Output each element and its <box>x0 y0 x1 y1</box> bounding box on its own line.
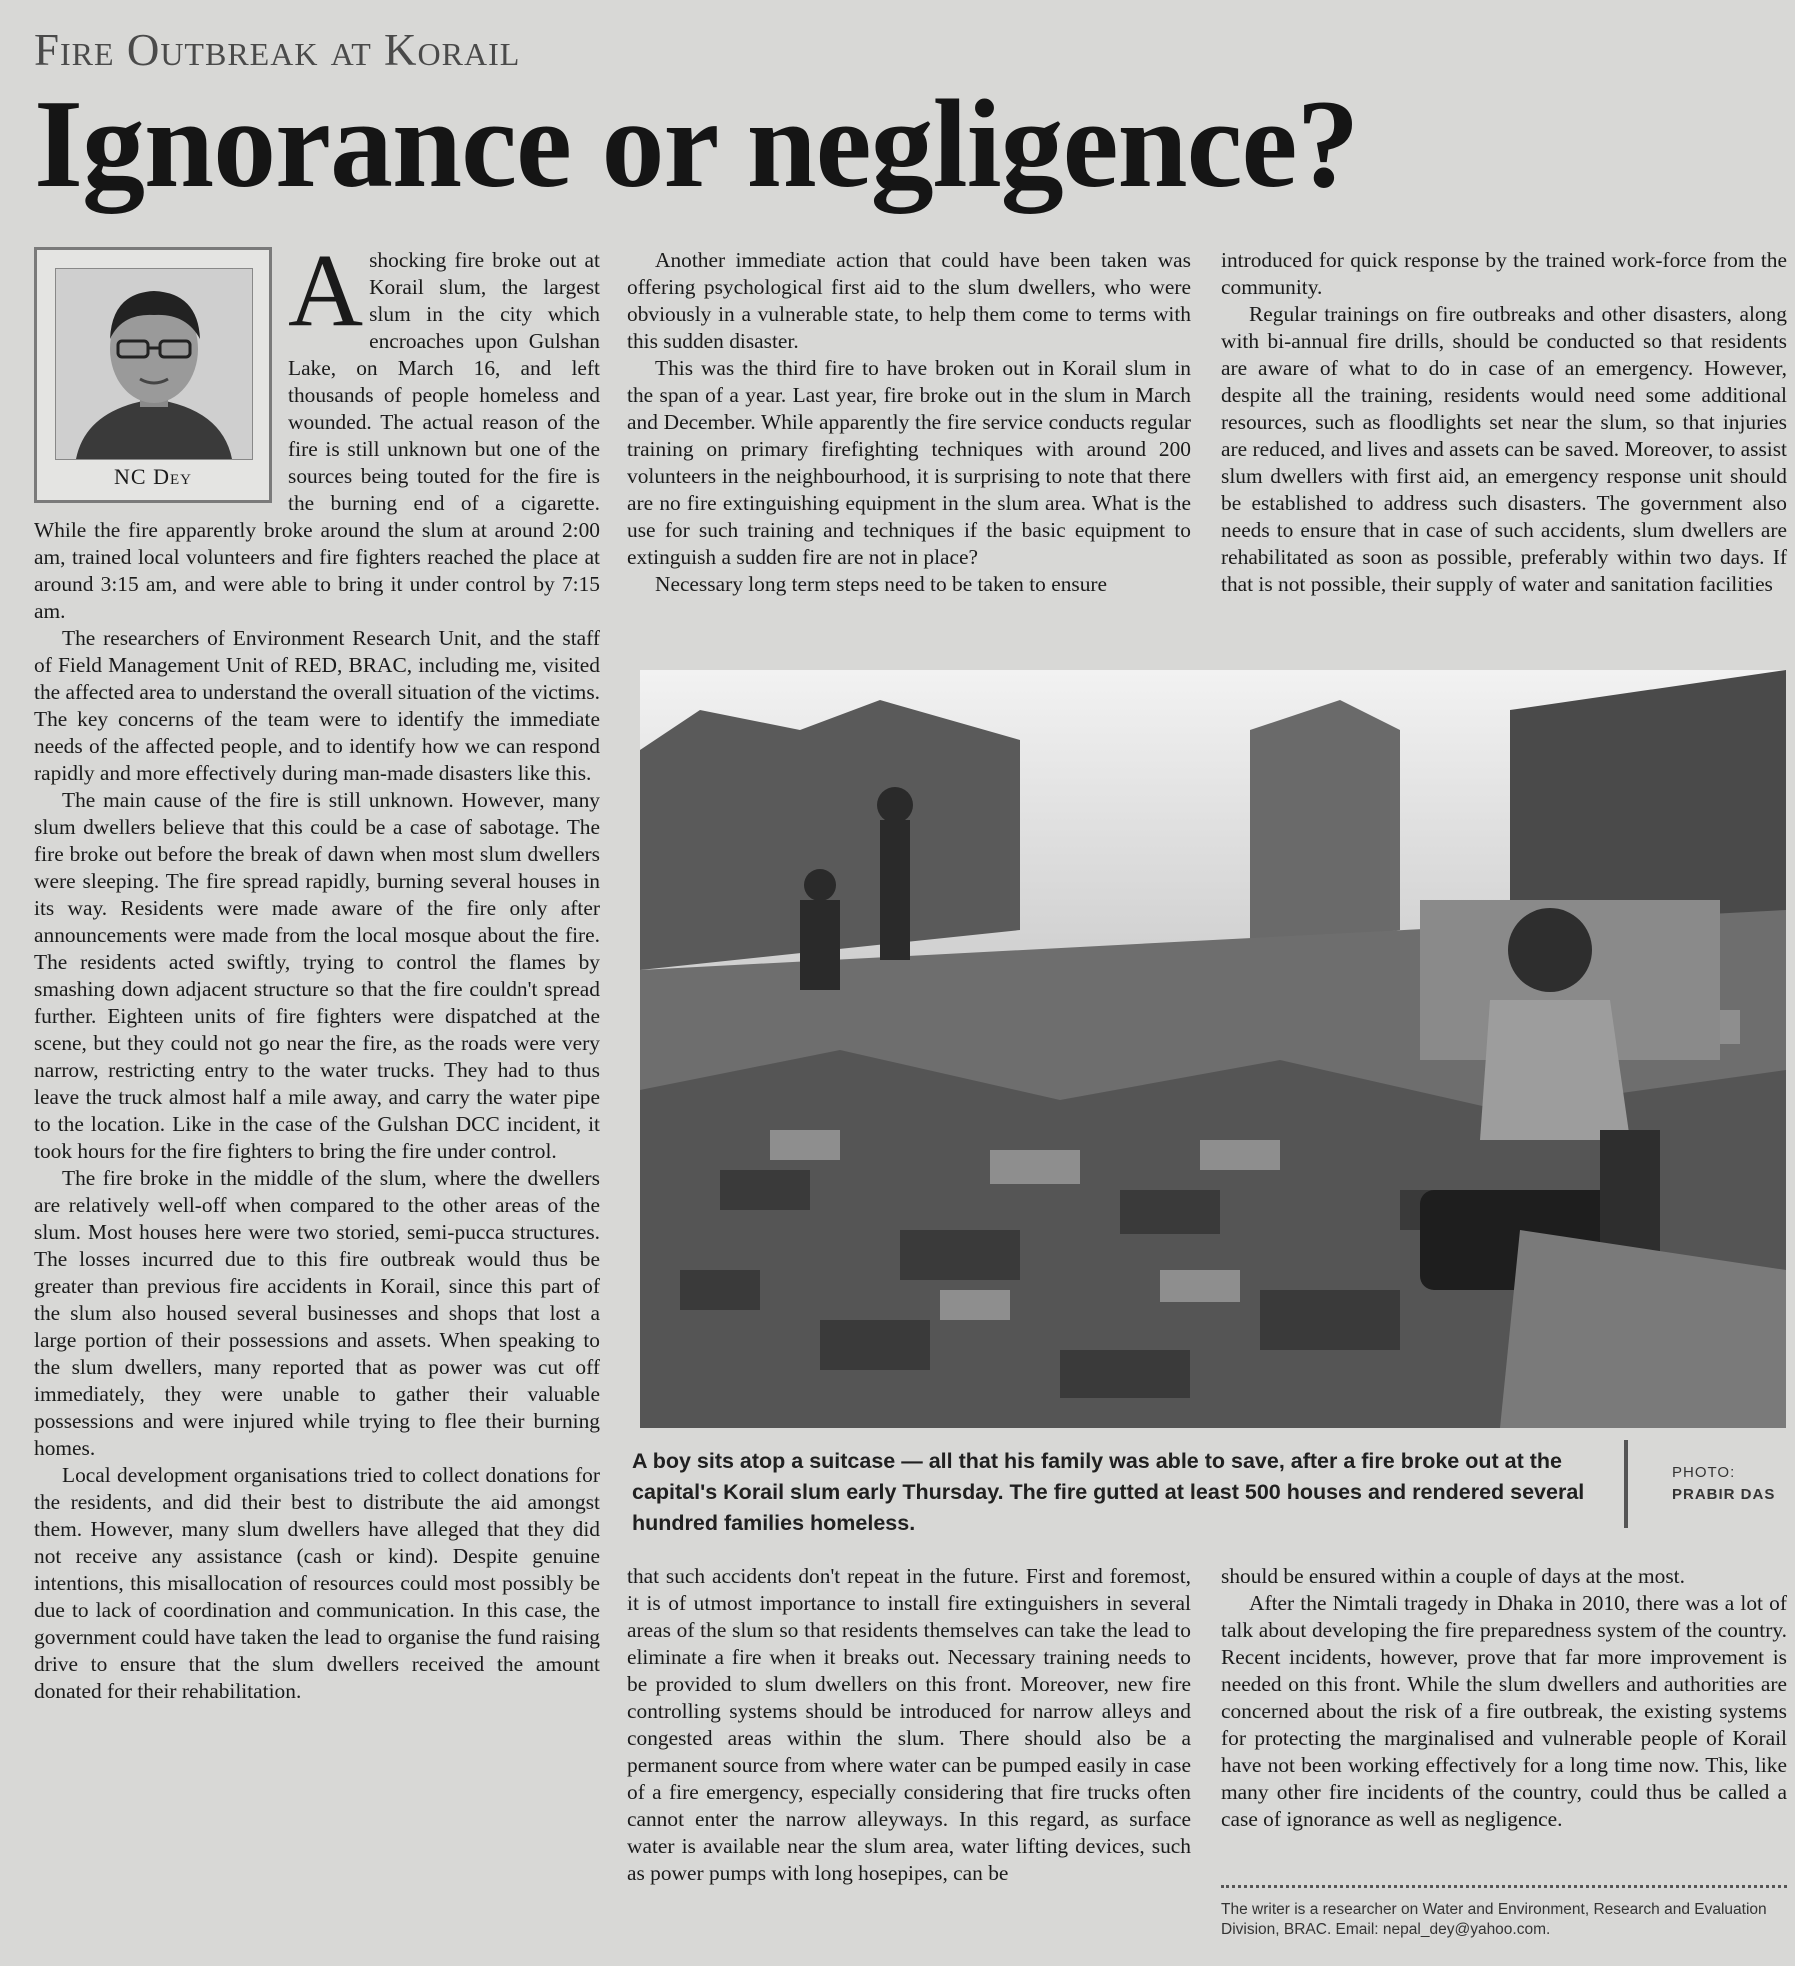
article-column-2-bottom <box>627 1563 1191 1887</box>
article-column-2-top <box>627 247 1191 598</box>
paragraph: introduced for quick response by the trained work-force from the community. <box>1221 248 1787 299</box>
paragraph: should be ensured within a couple of days at the most. <box>1221 1564 1685 1588</box>
author-photo <box>55 268 253 460</box>
article-column-1 <box>34 233 600 1705</box>
footnote-divider <box>1221 1885 1787 1888</box>
paragraph: shocking fire broke out at Korail slum, the largest slum in the city which encroaches upon Gulshan Lake, on March 16, and left thousands of people homeless and wounded. The actual reason of the fire is still unknown but one of the sources being touted for the fire is the burning end of a cigarette. While the fire apparently broke around the slum at around 2:00 am, trained local volunteers and fire fighters reached the place at around 3:15 am, and were able to bring it under control by 7:15 am. <box>34 248 600 623</box>
photo-credit-label: PHOTO: <box>1672 1464 1736 1481</box>
paragraph: The fire broke in the middle of the slum, where the dwellers are relatively well-off when compared to the other areas of the slum. Most houses here were two storied, semi-pucca structures. The losses incurred due to this fire outbreak would thus be greater than previous fire accidents in Korail, since this part of the slum also housed several businesses and shops that lost a large portion of their possessions and assets. When speaking to the slum dwellers, many reported that as power was cut off immediately, they were unable to gather their valuable possessions and were injured while trying to flee their burning homes. <box>34 1166 600 1460</box>
drop-cap: A <box>288 233 364 348</box>
paragraph: After the Nimtali tragedy in Dhaka in 2010, there was a lot of talk about developing the fire preparedness system of the country. Recent incidents, however, prove that far more improvement is needed on this front. While the slum dwellers and authorities are concerned about the risk of a fire outbreak, the existing systems for protecting the marginalised and vulnerable people of Korail have not been working effectively for a long time now. This, like many other fire incidents of the country, could thus be called a case of ignorance as well as negligence. <box>1221 1591 1787 1831</box>
paragraph: This was the third fire to have broken out in Korail slum in the span of a year. Last year, fire broke out in the slum in March and December. While apparently the fire service conducts regular training on primary firefighting techniques with around 200 volunteers in the neighbourhood, it is surprising to note that there are no fire extinguishing equipment in the slum area. What is the use for such training and techniques if the basic equipment to extinguish a sudden fire are not in place? <box>627 356 1191 569</box>
article-column-3-bottom <box>1221 1563 1787 1833</box>
author-footnote: The writer is a researcher on Water and Environment, Research and Evaluation Division, BRAC. Email: nepal_dey@yahoo.com. <box>1221 1901 1767 1938</box>
photo-caption: A boy sits atop a suitcase — all that his family was able to save, after a fire broke out at the capital's Korail slum early Thursday. The fire gutted at least 500 houses and rendered several hundred families homeless. <box>632 1449 1585 1535</box>
photo-credit <box>1672 1462 1775 1506</box>
paragraph: Necessary long term steps need to be taken to ensure <box>655 572 1108 596</box>
headline: Ignorance or negligence? <box>34 75 1359 214</box>
photo-credit-name: PRABIR DAS <box>1672 1486 1776 1503</box>
paragraph: The researchers of Environment Research Unit, and the staff of Field Management Unit of RED, BRAC, including me, visited the affected area to understand the overall situation of the victims. The key concerns of the team were to identify the immediate needs of the affected people, and to identify how we can respond rapidly and more effectively during man-made disasters like this. <box>34 626 600 785</box>
fire-ruins-photo-icon <box>640 670 1786 1428</box>
article-column-3-top <box>1221 247 1787 598</box>
news-photo <box>640 670 1786 1428</box>
paragraph: Regular trainings on fire outbreaks and other disasters, along with bi-annual fire drills, should be conducted so that residents are aware of what to do in case of an emergency. However, despite all the training, residents would need some additional resources, such as floodlights set near the slum, so that injuries are reduced, and lives and assets can be saved. Moreover, to assist slum dwellers with first aid, an emergency response unit should be established to address such disasters. The government also needs to ensure that in case of such accidents, slum dwellers are rehabilitated as soon as possible, preferably within two days. If that is not possible, their supply of water and sanitation facilities <box>1221 302 1787 596</box>
paragraph: that such accidents don't repeat in the future. First and foremost, it is of utmost importance to install fire extinguishers in several areas of the slum so that residents themselves can take the lead to eliminate a fire when it breaks out. Necessary training needs to be provided to slum dwellers on this front. Moreover, new fire controlling systems should be introduced for narrow alleys and congested areas within the slum. There should also be a permanent source from where water can be pumped easily in case of a fire emergency, especially considering that fire trucks often cannot enter the narrow alleyways. In this regard, as surface water is available near the slum area, water lifting devices, such as power pumps with long hosepipes, can be <box>627 1564 1191 1885</box>
caption-divider <box>1624 1440 1628 1528</box>
author-name: NC Dey <box>114 464 192 489</box>
kicker: Fire Outbreak at Korail <box>34 25 521 75</box>
author-portrait-icon <box>56 269 252 459</box>
author-box <box>34 247 272 503</box>
paragraph: The main cause of the fire is still unknown. However, many slum dwellers believe that this could be a case of sabotage. The fire broke out before the break of dawn when most slum dwellers were sleeping. The fire spread rapidly, burning several houses in its way. Residents were made aware of the fire only after announcements were made from the local mosque about the fire. The residents acted swiftly, trying to control the flames by smashing down adjacent structure so that the fire couldn't spread further. Eighteen units of fire fighters were dispatched at the scene, but they could not go near the fire, as the roads were very narrow, restricting entry to the water trucks. They had to thus leave the truck almost half a mile away, and carry the water pipe to the location. Like in the case of the Gulshan DCC incident, it took hours for the fire fighters to bring the fire under control. <box>34 788 600 1163</box>
paragraph: Another immediate action that could have been taken was offering psychological first aid to the slum dwellers, who were obviously in a vulnerable state, to help them come to terms with this sudden disaster. <box>627 248 1191 353</box>
paragraph: Local development organisations tried to collect donations for the residents, and did their best to distribute the aid amongst them. However, many slum dwellers have alleged that they did not receive any assistance (cash or kind). Despite genuine intentions, this misallocation of resources could most possibly be due to lack of coordination and communication. In this case, the government could have taken the lead to organise the fund raising drive to ensure that the slum dwellers received the amount donated for their rehabilitation. <box>34 1463 600 1703</box>
